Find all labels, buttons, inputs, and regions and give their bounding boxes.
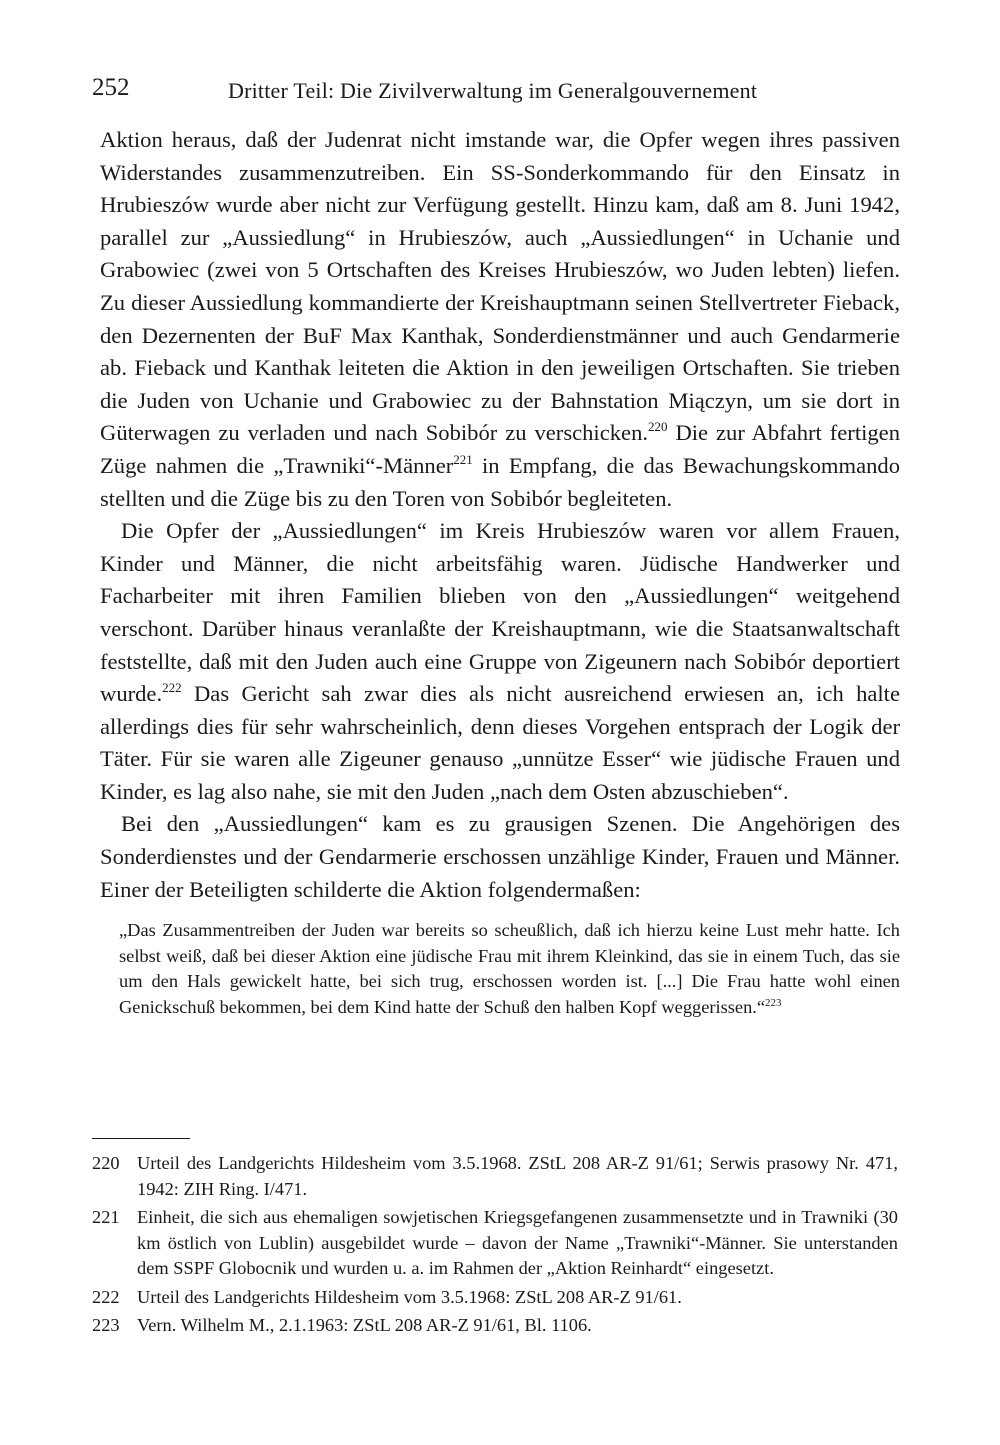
page-header <box>92 74 912 108</box>
footnotes <box>92 1151 898 1342</box>
paragraph-1 <box>100 124 900 515</box>
footnote-number: 222 <box>92 1286 120 1307</box>
block-quote <box>119 918 900 1020</box>
footnote-ref-221: 221 <box>453 451 473 467</box>
footnote-222 <box>92 1285 898 1311</box>
paragraph-2-text-a: Die Opfer der „Aussiedlungen“ im Kreis Hrubieszów waren vor allem Frauen, Kinder und Männer, die nicht arbeitsfähig waren. Jüdische Handwerker und Facharbeiter mit ihren Familien blieben von den „Aussiedlungen“ weitgehend verschont. Darüber hinaus veranlaßte der Kreishauptmann, wie die Staatsanwaltschaft feststellte, daß mit den Juden auch eine Gruppe von Zigeunern nach Sobibór deportiert wurde. <box>100 518 900 707</box>
footnote-text: Urteil des Landgerichts Hildesheim vom 3.5.1968. ZStL 208 AR-Z 91/61; Serwis prasowy Nr. 471, 1942: ZIH Ring. I/471. <box>137 1153 898 1199</box>
footnote-number: 221 <box>92 1207 120 1227</box>
footnote-ref-223: 223 <box>765 996 782 1009</box>
paragraph-1-text-b: Die zur Abfahrt fertigen Züge nahmen die „Trawniki“-Männer <box>100 420 900 478</box>
running-title: Dritter Teil: Die Zivilverwaltung im Generalgouvernement <box>228 78 758 103</box>
footnote-number: 223 <box>92 1315 120 1335</box>
footnote-text: Urteil des Landgerichts Hildesheim vom 3.5.1968: ZStL 208 AR-Z 91/61. <box>137 1286 682 1307</box>
footnote-ref-220: 220 <box>648 419 668 435</box>
footnote-separator <box>92 1138 190 1139</box>
page-number: 252 <box>92 74 130 101</box>
paragraph-2 <box>100 515 900 808</box>
block-quote-text: „Das Zusammentreiben der Juden war bereits so scheußlich, daß ich hierzu keine Lust mehr hatte. Ich selbst weiß, daß bei dieser Aktion eine jüdische Frau mit ihrem Kleinkind, das sie in einem Tuch, das sie um den Hals gewickelt hatte, bei sich trug, erschossen worden ist. [...] Die Frau hatte wohl einen Genickschuß bekommen, bei dem Kind hatte der Schuß den halben Kopf weggerissen.“ <box>119 920 900 1017</box>
footnote-number: 220 <box>92 1153 120 1173</box>
footnote-223 <box>92 1313 898 1339</box>
footnote-ref-222: 222 <box>162 680 182 696</box>
footnote-text: Einheit, die sich aus ehemaligen sowjetischen Kriegsgefangenen zusammensetzte und in Trawniki (30 km östlich von Lublin) ausgebildet wurde – davon der Name „Trawniki“-Männer. Sie unterstanden dem SSPF Globocnik und wurden u. a. im Rahmen der „Aktion Reinhardt“ eingesetzt. <box>137 1207 898 1278</box>
body-text <box>100 124 900 1020</box>
footnote-221 <box>92 1205 898 1282</box>
paragraph-3: Bei den „Aussiedlungen“ kam es zu grausigen Szenen. Die Angehörigen des Sonderdienstes und der Gendarmerie erschossen unzählige Kinder, Frauen und Männer. Einer der Beteiligten schilderte die Aktion folgendermaßen: <box>100 811 900 902</box>
footnote-220 <box>92 1151 898 1202</box>
paragraph-1-text-a: Aktion heraus, daß der Judenrat nicht imstande war, die Opfer wegen ihres passiven Widerstandes zusammenzutreiben. Ein SS-Sonderkommando für den Einsatz in Hrubieszów wurde aber nicht zur Verfügung gestellt. Hinzu kam, daß am 8. Juni 1942, parallel zur „Aussiedlung“ in Hrubieszów, auch „Aussiedlungen“ in Uchanie und Grabowiec (zwei von 5 Ortschaften des Kreises Hrubieszów, wo Juden lebten) liefen. Zu dieser Aussiedlung kommandierte der Kreishauptmann seinen Stellvertreter Fieback, den Dezernenten der BuF Max Kanthak, Sonderdienstmänner und auch Gendarmerie ab. Fieback und Kanthak leiteten die Aktion in den jeweiligen Ortschaften. Sie trieben die Juden von Uchanie und Grabowiec zu der Bahnstation Miączyn, um sie dort in Güterwagen zu verladen und nach Sobibór zu verschicken. <box>100 127 900 446</box>
footnote-text: Vern. Wilhelm M., 2.1.1963: ZStL 208 AR-Z 91/61, Bl. 1106. <box>137 1315 592 1335</box>
paragraph-2-text-b: Das Gericht sah zwar dies als nicht ausreichend erwiesen an, ich halte allerdings dies für sehr wahrscheinlich, denn dieses Vorgehen entsprach der Logik der Täter. Für sie waren alle Zigeuner genauso „unnütze Esser“ wie jüdische Frauen und Kinder, es lag also nahe, sie mit den Juden „nach dem Osten abzuschieben“. <box>100 681 900 804</box>
paragraph-1-text-c: in Empfang, die das Bewachungskommando stellten und die Züge bis zu den Toren von Sobibór begleiteten. <box>100 452 900 511</box>
